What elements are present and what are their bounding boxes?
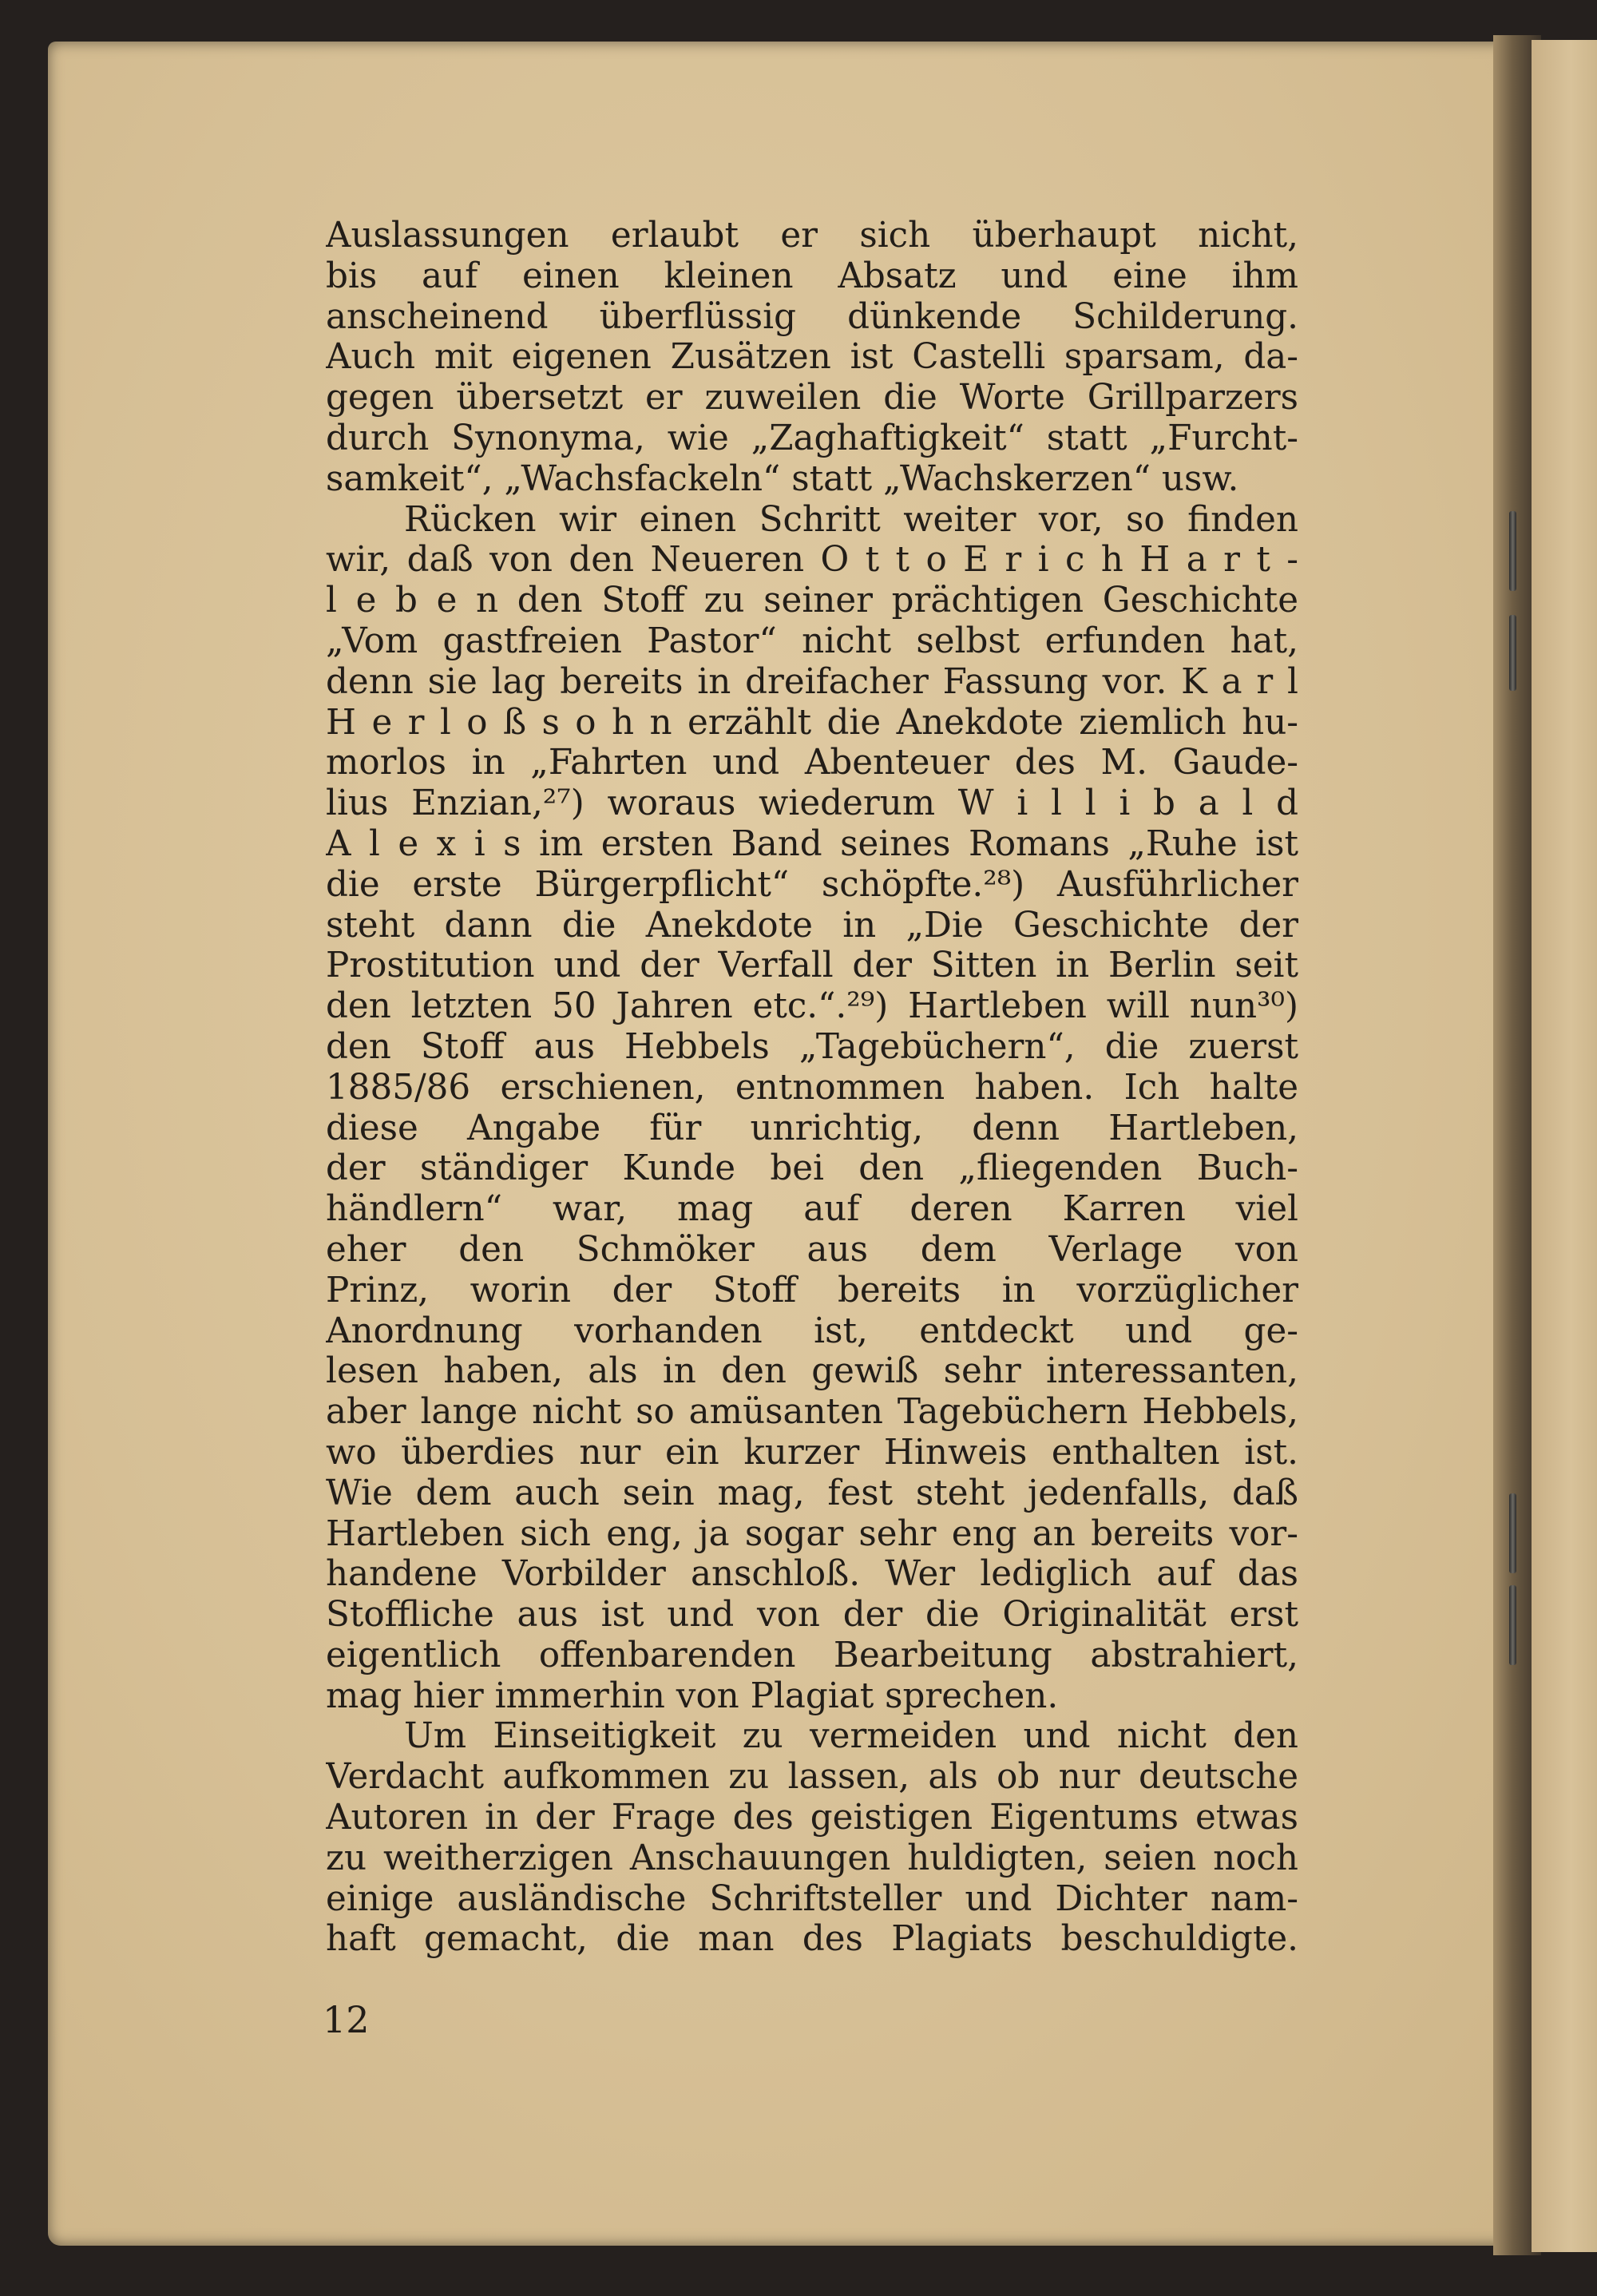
- text-line: anscheinend überflüssig dünkende Schilderung.: [326, 296, 1298, 337]
- text-line: „Vom gastfreien Pastor“ nicht selbst erfunden hat,: [326, 621, 1298, 661]
- binding-staple-bottom: [1509, 1585, 1516, 1665]
- text-line: samkeit“, „Wachsfackeln“ statt „Wachskerzen“ usw.: [326, 458, 1239, 499]
- text-line: Prostitution und der Verfall der Sitten in Berlin seit: [326, 946, 1298, 986]
- text-line: eher den Schmöker aus dem Verlage von: [326, 1229, 1298, 1270]
- text-line: Hartleben sich eng, ja sogar sehr eng an bereits vor-: [326, 1513, 1298, 1554]
- text-line: bis auf einen kleinen Absatz und eine ihm: [326, 256, 1298, 296]
- text-line: lesen haben, als in den gewiß sehr interessanten,: [326, 1351, 1298, 1392]
- text-line: den Stoff aus Hebbels „Tagebüchern“, die zuerst: [326, 1026, 1298, 1067]
- text-line: steht dann die Anekdote in „Die Geschichte der: [326, 905, 1298, 946]
- binding-staple-lower: [1509, 1493, 1516, 1573]
- text-line: Prinz, worin der Stoff bereits in vorzüglicher: [326, 1270, 1298, 1311]
- text-line: Wie dem auch sein mag, fest steht jedenfalls, daß: [326, 1473, 1298, 1513]
- text-line: die erste Bürgerpflicht“ schöpfte.²⁸) Ausführlicher: [326, 864, 1298, 905]
- text-line: eigentlich offenbarenden Bearbeitung abstrahiert,: [326, 1635, 1298, 1675]
- text-line: wir, daß von den Neueren O t t o E r i c h H a r t -: [326, 540, 1298, 581]
- text-line: einige ausländische Schriftsteller und Dichter nam-: [326, 1878, 1298, 1919]
- text-line: wo überdies nur ein kurzer Hinweis enthalten ist.: [326, 1432, 1298, 1473]
- text-line: Auch mit eigenen Zusätzen ist Castelli sparsam, da-: [326, 337, 1298, 378]
- text-line: durch Synonyma, wie „Zaghaftigkeit“ statt „Furcht-: [326, 418, 1298, 458]
- text-line: A l e x i s im ersten Band seines Romans „Ruhe ist: [326, 823, 1298, 864]
- text-line: gegen übersetzt er zuweilen die Worte Grillparzers: [326, 378, 1298, 418]
- text-line: denn sie lag bereits in dreifacher Fassung vor. K a r l: [326, 661, 1298, 702]
- text-line: morlos in „Fahrten und Abenteuer des M. Gaude-: [326, 743, 1298, 783]
- text-line: Autoren in der Frage des geistigen Eigentums etwas: [326, 1798, 1298, 1838]
- text-line: mag hier immerhin von Plagiat sprechen.: [326, 1675, 1059, 1716]
- text-line: lius Enzian,²⁷) woraus wiederum W i l l i b a l d: [326, 783, 1298, 824]
- binding-staple-upper: [1509, 615, 1516, 691]
- text-line: zu weitherzigen Anschauungen huldigten, seien noch: [326, 1838, 1298, 1878]
- page-number: 12: [323, 1998, 370, 2041]
- text-line: handene Vorbilder anschloß. Wer lediglich auf das: [326, 1554, 1298, 1595]
- text-line: Verdacht aufkommen zu lassen, als ob nur deutsche: [326, 1757, 1298, 1798]
- binding-staple-top: [1509, 511, 1516, 591]
- text-line: Stoffliche aus ist und von der die Originalität erst: [326, 1595, 1298, 1636]
- paragraph-start-line: Rücken wir einen Schritt weiter vor, so finden: [404, 499, 1298, 540]
- facing-page-edge: [1532, 40, 1597, 2252]
- text-line: H e r l o ß s o h n erzählt die Anekdote ziemlich hu-: [326, 702, 1298, 743]
- text-line: 1885/86 erschienen, entnommen haben. Ich halte: [326, 1067, 1298, 1108]
- text-line: l e b e n den Stoff zu seiner prächtigen Geschichte: [326, 581, 1298, 621]
- text-line: diese Angabe für unrichtig, denn Hartleben,: [326, 1108, 1298, 1148]
- text-line: haft gemacht, die man des Plagiats beschuldigte.: [326, 1919, 1298, 1960]
- text-line: aber lange nicht so amüsanten Tagebüchern Hebbels,: [326, 1392, 1298, 1433]
- body-text: [326, 216, 1298, 1960]
- text-line: den letzten 50 Jahren etc.“.²⁹) Hartleben will nun³⁰): [326, 986, 1298, 1027]
- paragraph-start-line: Um Einseitigkeit zu vermeiden und nicht den: [404, 1716, 1298, 1757]
- text-line: Auslassungen erlaubt er sich überhaupt nicht,: [326, 216, 1298, 256]
- text-line: Anordnung vorhanden ist, entdeckt und ge-: [326, 1311, 1298, 1351]
- text-line: der ständiger Kunde bei den „fliegenden Buch-: [326, 1148, 1298, 1189]
- text-line: händlern“ war, mag auf deren Karren viel: [326, 1189, 1298, 1230]
